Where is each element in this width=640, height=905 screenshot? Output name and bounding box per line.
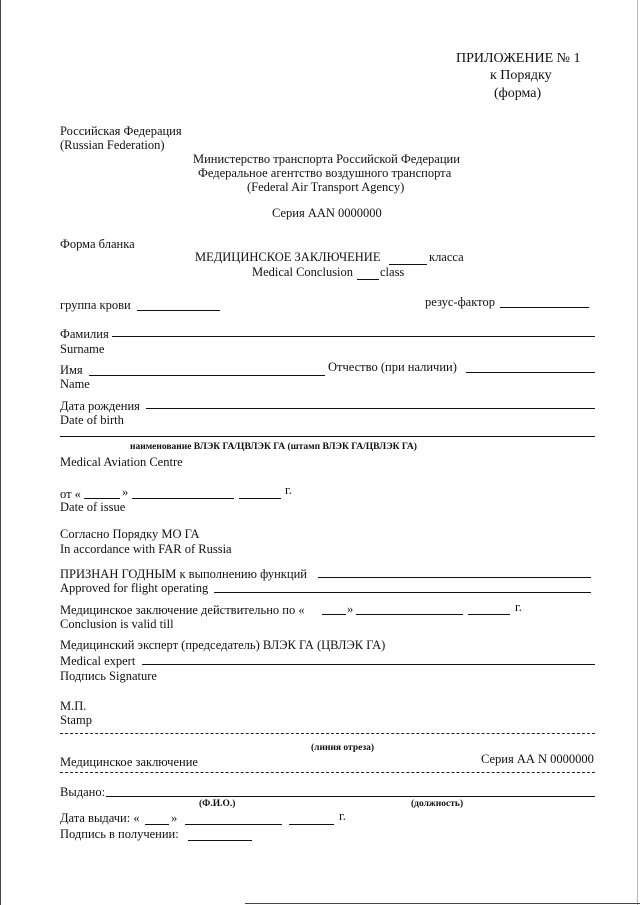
name-en-label: Name [60,377,90,391]
flight-operating-field[interactable] [214,578,591,593]
appendix-form: (форма) [494,86,542,101]
issue-date-from: от « [60,487,81,501]
title-ru-suffix: класса [429,250,464,264]
valid-close: » [347,602,354,616]
name-ru-label: Имя [60,363,83,377]
country-en: (Russian Federation) [60,138,165,152]
appendix-title: ПРИЛОЖЕНИЕ № 1 [456,51,581,66]
page-bottom-edge [245,903,640,904]
name-field[interactable] [89,361,325,376]
stamp-en-label: Stamp [60,713,92,727]
title-ru-prefix: МЕДИЦИНСКОЕ ЗАКЛЮЧЕНИЕ [195,250,381,264]
expert-ru-label: Медицинский эксперт (председатель) ВЛЭК ГА (ЦВЛЭК ГА) [60,638,386,652]
issued-to-label: Выдано: [60,785,106,799]
fit-ru-label: ПРИЗНАН ГОДНЫМ к выполнению функций [60,567,307,581]
blood-group-field[interactable] [137,296,220,311]
page-left-edge [0,0,1,905]
blood-group-label: группа крови [60,298,131,312]
centre-en-label: Medical Aviation Centre [60,455,183,469]
agency-ru: Федеральное агентство воздушного транспорта [198,166,452,180]
class-ru-field[interactable] [389,250,427,265]
ministry: Министерство транспорта Российской Федерации [193,152,460,166]
centre-field[interactable] [60,422,595,437]
stub-issue-year-field[interactable] [289,810,334,825]
according-en: In accordance with FAR of Russia [60,542,232,556]
dob-en-label: Date of birth [60,413,124,427]
issue-date-close: » [122,485,129,499]
stub-issue-year-mark: г. [339,809,346,823]
valid-ru-label: Медицинское заключение действительно по « [60,603,305,617]
stamp-ru-label: М.П. [60,699,87,713]
fit-functions-field[interactable] [318,563,591,578]
signature-label: Подпись Signature [60,669,157,683]
stub-divider [60,772,595,773]
fio-caption: (Ф.И.О.) [199,799,236,809]
surname-en-label: Surname [60,342,105,356]
stub-issue-date-close: » [171,811,178,825]
issue-date-en-label: Date of issue [60,500,126,514]
patronymic-label: Отчество (при наличии) [328,360,457,374]
centre-caption: наименование ВЛЭК ГА/ЦВЛЭК ГА (штамп ВЛЭК ГА/ЦВЛЭК ГА) [130,442,417,452]
page-right-edge [637,0,638,905]
rh-factor-field[interactable] [500,293,589,308]
position-caption: (должность) [411,799,464,809]
issue-day-field[interactable] [84,484,120,499]
received-sign-label: Подпись в получении: [60,827,179,841]
received-sign-field[interactable] [188,826,252,841]
agency-en: (Federal Air Transport Agency) [247,180,405,194]
rh-factor-label: резус-фактор [425,295,495,309]
series-number: Серия AAN 0000000 [272,206,382,220]
issue-month-field[interactable] [132,484,234,499]
valid-day-field[interactable] [322,600,346,615]
appendix-order: к Порядку [490,68,552,83]
country-ru: Российская Федерация [60,124,182,138]
title-en-prefix: Medical Conclusion [252,265,354,279]
stub-issue-date-label: Дата выдачи: « [60,811,140,825]
dob-field[interactable] [146,394,595,409]
cut-line-caption: (линия отреза) [311,743,375,753]
stub-conclusion: Медицинское заключение [60,755,198,769]
title-en-suffix: class [380,265,405,279]
class-en-field[interactable] [357,265,379,280]
dob-ru-label: Дата рождения [60,399,140,413]
valid-year-mark: г. [515,600,522,614]
expert-field[interactable] [142,650,595,665]
valid-month-field[interactable] [356,600,463,615]
issue-year-field[interactable] [239,484,281,499]
surname-field[interactable] [112,322,595,337]
valid-en-label: Conclusion is valid till [60,617,174,631]
according-ru: Согласно Порядку МО ГА [60,527,200,541]
stub-series: Серия АА N 0000000 [481,752,594,766]
patronymic-field[interactable] [466,358,595,373]
surname-ru-label: Фамилия [60,327,109,341]
stub-issue-month-field[interactable] [185,810,282,825]
issue-year-mark: г. [285,483,292,497]
fit-en-label: Approved for flight operating [60,581,209,595]
valid-year-field[interactable] [468,600,510,615]
stub-issue-day-field[interactable] [145,810,169,825]
expert-en-label: Medical expert [60,654,136,668]
form-blank-label: Форма бланка [60,237,135,251]
cut-line [60,733,595,734]
issued-to-field[interactable] [106,782,595,797]
